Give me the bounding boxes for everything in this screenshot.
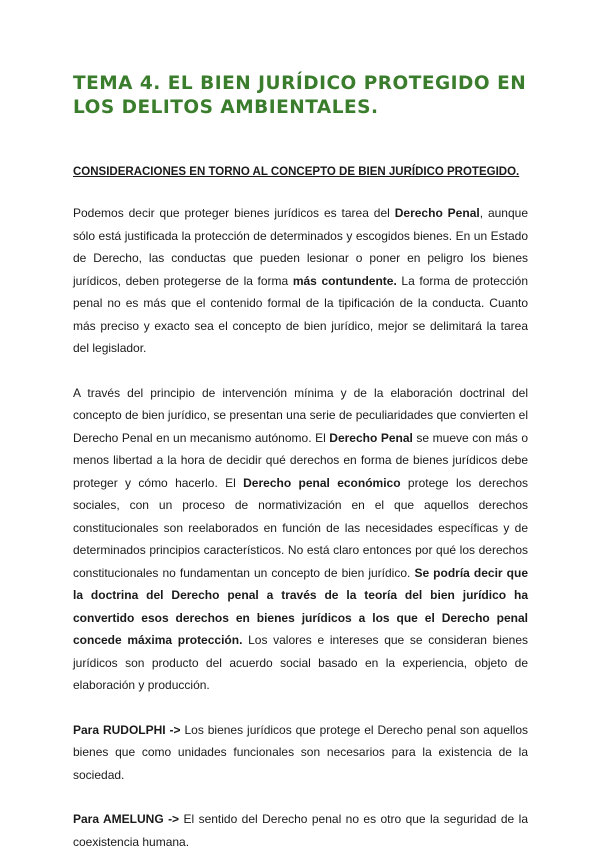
text: La forma de protección penal no es más que el contenido formal de la tipificación de la conducta. Cuanto más preciso y exacto sea el concepto de bien jurídico, mejor se delimitará la tarea del legislador. — [73, 273, 528, 355]
bold-text: Se podría decir que la doctrina del Derecho penal a través de la teoría del bien jurídico ha convertido esos derechos en bienes jurídicos a los que el Derecho penal concede máxima protección. — [73, 565, 528, 647]
section-heading: CONSIDERACIONES EN TORNO AL CONCEPTO DE BIEN JURÍDICO PROTEGIDO. — [73, 166, 520, 178]
text: El sentido del Derecho penal no es otro que la seguridad de la coexistencia humana. — [73, 812, 528, 849]
text: Los valores e intereses que se consideran bienes jurídicos son producto del acuerdo social basado en la experiencia, objeto de elaboración y producción. — [73, 633, 528, 692]
paragraph-rudolphi — [73, 719, 528, 787]
bold-text: Derecho penal económico — [243, 475, 401, 490]
text: A través del principio de intervención mínima y de la elaboración doctrinal del concepto de bien jurídico, se presentan una serie de peculiaridades que convierten el Derecho Penal en un mecanismo autónomo. El — [73, 385, 528, 445]
bold-text: Derecho Penal — [329, 430, 413, 445]
paragraph-2 — [73, 382, 528, 697]
bold-text: más contundente. — [292, 273, 397, 288]
text: Los bienes jurídicos que protege el Derecho penal son aquellos bienes que como unidades funcionales son necesarios para la existencia de la sociedad. — [73, 722, 529, 782]
author-label: Para RUDOLPHI -> — [73, 722, 181, 737]
text: protege los derechos sociales, con un proceso de normativización en el que aquellos derechos constitucionales son reelaborados en función de las necesidades específicas y de determinados principios característicos. No está claro entonces por qué los derechos constitucionales no fundamentan un concepto de bien jurídico. — [73, 475, 528, 580]
author-label: Para AMELUNG -> — [73, 812, 180, 826]
paragraph-amelung — [73, 808, 528, 853]
text: , aunque sólo está justificada la protección de determinados y escogidos bienes. En un Estado de Derecho, las conductas que pueden lesionar o poner en peligro los bienes jurídicos, deben protegerse de la forma — [73, 206, 528, 288]
paragraph-1 — [73, 202, 528, 360]
page-title: TEMA 4. EL BIEN JURÍDICO PROTEGIDO EN LOS DELITOS AMBIENTALES. — [73, 73, 527, 118]
bold-text: Derecho Penal — [394, 206, 480, 220]
text: se mueve con más o menos libertad a la hora de decidir qué derechos en forma de bienes jurídicos debe proteger y cómo hacerlo. El — [73, 430, 529, 490]
text: Podemos decir que proteger bienes jurídicos es tarea del — [73, 206, 395, 220]
